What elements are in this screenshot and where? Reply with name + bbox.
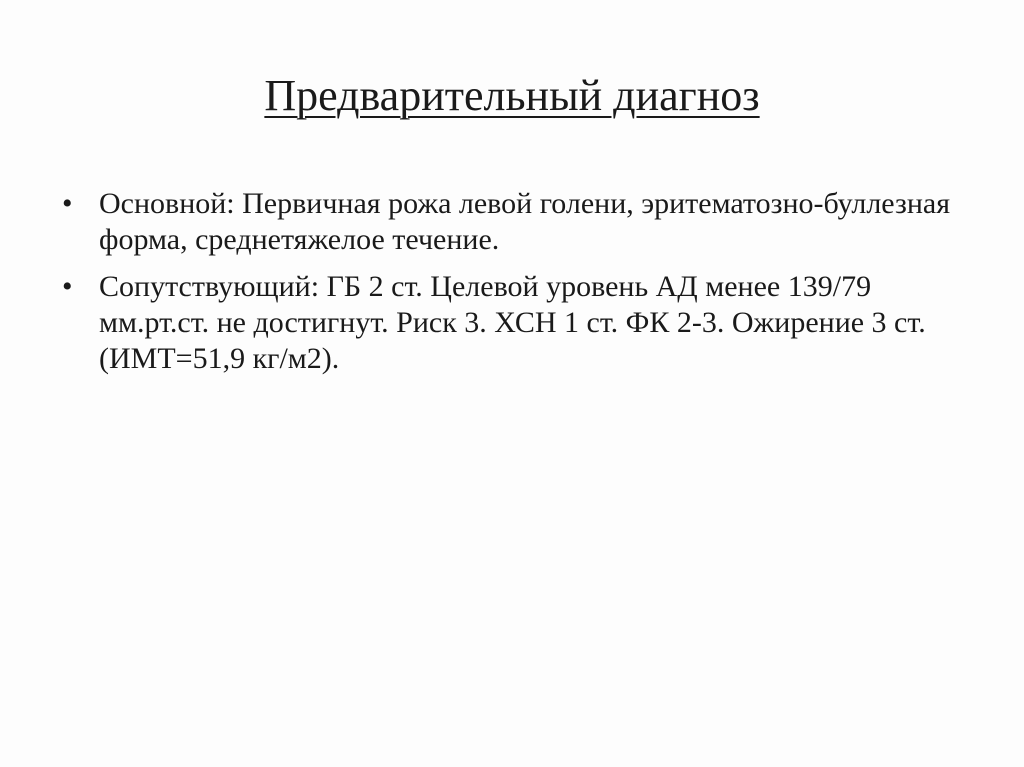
bullet-marker: • — [62, 187, 73, 220]
bullet-text: Сопутствующий: ГБ 2 ст. Целевой уровень АД менее 139/79 мм.рт.ст. не достигнут. Риск 3. ХСН 1 ст. ФК 2-3. Ожирение 3 ст. (ИМТ=51,9 кг/м2). — [99, 270, 926, 375]
bullet-item-main-diagnosis — [62, 186, 962, 258]
slide-title: Предварительный диагноз — [264, 71, 760, 120]
bullet-item-comorbidity — [62, 269, 962, 377]
bullet-marker: • — [62, 270, 73, 303]
bullet-list — [62, 186, 962, 388]
bullet-text: Основной: Первичная рожа левой голени, эритематозно-буллезная форма, среднетяжелое течение. — [99, 187, 950, 256]
